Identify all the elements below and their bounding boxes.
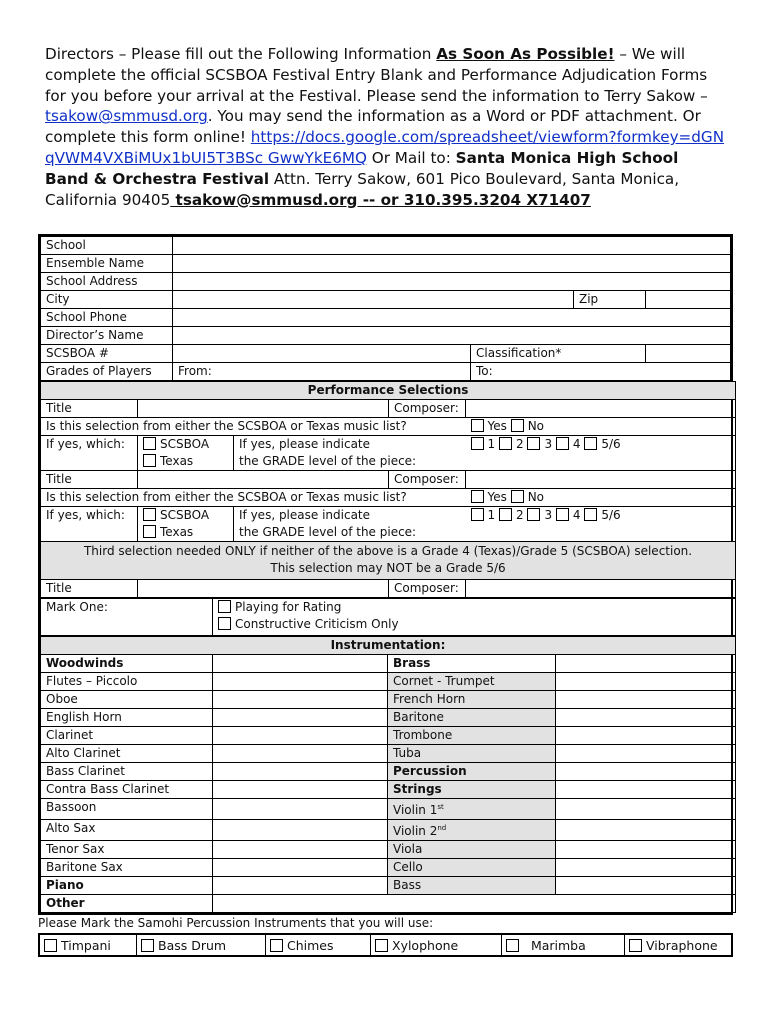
yes-label-1: Yes <box>487 419 507 433</box>
label-ensemble: Ensemble Name <box>41 255 173 273</box>
phone-field[interactable] <box>173 309 731 327</box>
count-oboe[interactable] <box>213 691 388 709</box>
violin-1-sup: st <box>437 803 444 811</box>
count-cello[interactable] <box>556 859 736 877</box>
mark-one-table <box>40 598 736 636</box>
count-english-horn[interactable] <box>213 709 388 727</box>
percussion-xylophone[interactable] <box>371 935 502 955</box>
instrument-alto-sax: Alto Sax <box>41 820 213 841</box>
school-field[interactable] <box>173 237 731 255</box>
vibraphone-checkbox[interactable] <box>629 939 642 952</box>
instrumentation-table <box>40 636 736 913</box>
grade-3-checkbox[interactable] <box>527 437 540 450</box>
percussion-row <box>38 933 733 957</box>
grade-2-checkbox[interactable] <box>499 508 512 521</box>
label-to: To: <box>476 364 493 378</box>
violin-2-text: Violin 2 <box>393 824 438 838</box>
third-note-line2: This selection may NOT be a Grade 5/6 <box>270 561 506 575</box>
other-field[interactable] <box>213 895 736 913</box>
contact-line: tsakow@smmusd.org -- or 310.395.3204 X71407 <box>170 190 591 209</box>
bass-drum-checkbox[interactable] <box>141 939 154 952</box>
grade-1-label: 1 <box>487 437 496 451</box>
composer-3-field[interactable] <box>466 580 736 598</box>
yes-label-2: Yes <box>487 490 507 504</box>
grade-4-label: 4 <box>572 508 581 522</box>
label-director: Director’s Name <box>41 327 173 345</box>
grade-3-checkbox[interactable] <box>527 508 540 521</box>
woodwinds-blank <box>213 655 388 673</box>
count-bassoon[interactable] <box>213 799 388 820</box>
indicate-1a: If yes, please indicate <box>234 436 466 454</box>
scsboa-label-1: SCSBOA <box>160 437 210 451</box>
count-viola[interactable] <box>556 841 736 859</box>
rating-checkbox[interactable] <box>218 600 231 613</box>
performance-table <box>40 381 736 598</box>
count-violin-1[interactable] <box>556 799 736 820</box>
texas-checkbox-2[interactable] <box>143 525 156 538</box>
count-tenor-sax[interactable] <box>213 841 388 859</box>
count-french-horn[interactable] <box>556 691 736 709</box>
texas-label-2: Texas <box>160 525 194 539</box>
count-percussion[interactable] <box>556 763 736 781</box>
yes-checkbox-2[interactable] <box>471 490 484 503</box>
grade-1-label: 1 <box>487 508 496 522</box>
intro-text <box>45 44 725 210</box>
count-violin-2[interactable] <box>556 820 736 841</box>
yes-checkbox-1[interactable] <box>471 419 484 432</box>
count-bass[interactable] <box>556 877 736 895</box>
label-scsboa: SCSBOA # <box>41 345 173 363</box>
mail-to: Or Mail to: <box>366 148 456 167</box>
violin-1-text: Violin 1 <box>393 803 438 817</box>
count-tuba[interactable] <box>556 745 736 763</box>
rating-label: Playing for Rating <box>235 600 342 614</box>
instrument-bass: Bass <box>388 877 556 895</box>
label-classification: Classification* <box>471 345 646 363</box>
grade-2-label: 2 <box>515 437 524 451</box>
percussion-vibraphone[interactable] <box>625 935 731 955</box>
third-note-line1: Third selection needed ONLY if neither of the above is a Grade 4 (Texas)/Grade 5 (SCSBOA) selection. <box>83 544 693 558</box>
grade-4-checkbox[interactable] <box>556 508 569 521</box>
grade-2-checkbox[interactable] <box>499 437 512 450</box>
director-field[interactable] <box>173 327 731 345</box>
grade-2-label: 2 <box>515 508 524 522</box>
title-3-field[interactable] <box>138 580 389 598</box>
instrument-english-horn: English Horn <box>41 709 213 727</box>
label-title-3: Title <box>41 580 138 598</box>
label-address: School Address <box>41 273 173 291</box>
instrument-clarinet: Clarinet <box>41 727 213 745</box>
composer-2-field[interactable] <box>466 471 736 489</box>
count-baritone-sax[interactable] <box>213 859 388 877</box>
percussion-bass-drum[interactable] <box>137 935 266 955</box>
count-flutes[interactable] <box>213 673 388 691</box>
third-selection-note <box>41 542 736 580</box>
classification-field[interactable] <box>646 345 731 363</box>
count-bass-clarinet[interactable] <box>213 763 388 781</box>
indicate-1b: the GRADE level of the piece: <box>234 453 466 471</box>
email-link[interactable]: tsakow@smmusd.org <box>45 107 208 126</box>
percussion-timpani[interactable] <box>40 935 137 955</box>
zip-field[interactable] <box>646 291 731 309</box>
label-which-2: If yes, which: <box>41 507 138 542</box>
grade-boxes-1 <box>466 436 736 454</box>
chimes-checkbox[interactable] <box>270 939 283 952</box>
grade-56-label: 5/6 <box>601 437 621 451</box>
label-phone: School Phone <box>41 309 173 327</box>
asap-emphasis: As Soon As Possible! <box>436 45 615 63</box>
grades-to-field[interactable] <box>471 363 731 381</box>
marimba-label: Marimba <box>530 938 586 953</box>
label-zip: Zip <box>574 291 646 309</box>
timpani-checkbox[interactable] <box>44 939 57 952</box>
criticism-checkbox[interactable] <box>218 617 231 630</box>
question-2: Is this selection from either the SCSBOA or Texas music list? <box>41 489 466 507</box>
grade-4-label: 4 <box>572 437 581 451</box>
xylophone-checkbox[interactable] <box>375 939 388 952</box>
question-1: Is this selection from either the SCSBOA or Texas music list? <box>41 418 466 436</box>
timpani-label: Timpani <box>61 938 111 953</box>
percussion-marimba[interactable] <box>502 935 625 955</box>
instrument-percussion: Percussion <box>388 763 556 781</box>
composer-1-field[interactable] <box>466 400 736 418</box>
grade-56-checkbox[interactable] <box>584 508 597 521</box>
count-alto-clarinet[interactable] <box>213 745 388 763</box>
texas-checkbox-1[interactable] <box>143 454 156 467</box>
instrument-tuba: Tuba <box>388 745 556 763</box>
instrument-oboe: Oboe <box>41 691 213 709</box>
count-trombone[interactable] <box>556 727 736 745</box>
label-from: From: <box>178 364 212 378</box>
strings-header: Strings <box>388 781 556 799</box>
label-school: School <box>41 237 173 255</box>
label-which-1: If yes, which: <box>41 436 138 471</box>
instrument-flutes: Flutes – Piccolo <box>41 673 213 691</box>
grade-56-checkbox[interactable] <box>584 437 597 450</box>
instrument-baritone-sax: Baritone Sax <box>41 859 213 877</box>
mailing-address: Attn. Terry Sakow, 601 Pico Boulevard, Santa Monica, California 90405 <box>45 169 680 209</box>
title-2-field[interactable] <box>138 471 389 489</box>
address-field[interactable] <box>173 273 731 291</box>
count-piano[interactable] <box>213 877 388 895</box>
count-baritone[interactable] <box>556 709 736 727</box>
instrument-tenor-sax: Tenor Sax <box>41 841 213 859</box>
instrument-bass-clarinet: Bass Clarinet <box>41 763 213 781</box>
form-url-link[interactable]: https://docs.google.com/spreadsheet/viewform?formkey=dGNqVWM4VXBiMUx1bUI5T3BSc GwwYkE6MQ <box>45 128 725 167</box>
no-label-1: No <box>527 419 545 433</box>
instrument-trombone: Trombone <box>388 727 556 745</box>
intro-p1b: – We will complete the official SCSBOA Festival Entry Blank and Performance Adjudication Forms for you before your arrival at the Festival. Please send the information to Terry Sakow – <box>45 45 708 105</box>
instrument-contra-bass-clarinet: Contra Bass Clarinet <box>41 781 213 799</box>
count-clarinet[interactable] <box>213 727 388 745</box>
instrument-other: Other <box>41 895 213 913</box>
count-alto-sax[interactable] <box>213 820 388 841</box>
scsboa-label-2: SCSBOA <box>160 508 210 522</box>
no-label-2: No <box>527 490 545 504</box>
scsboa-checkbox-1[interactable] <box>143 437 156 450</box>
instrument-cello: Cello <box>388 859 556 877</box>
instrument-piano: Piano <box>41 877 213 895</box>
performance-header: Performance Selections <box>41 382 736 400</box>
xylophone-label: Xylophone <box>392 938 459 953</box>
count-contra-bass-clarinet[interactable] <box>213 781 388 799</box>
instrument-violin-1 <box>388 799 556 820</box>
label-composer-3: Composer: <box>389 580 466 598</box>
grade-56-label: 5/6 <box>601 508 621 522</box>
percussion-chimes[interactable] <box>266 935 371 955</box>
violin-2-sup: nd <box>437 824 447 832</box>
ensemble-field[interactable] <box>173 255 731 273</box>
city-field[interactable] <box>173 291 574 309</box>
brass-blank <box>556 655 736 673</box>
percussion-prompt: Please Mark the Samohi Percussion Instruments that you will use: <box>38 916 434 930</box>
intro-p1c: . You may send the information as a Word or PDF attachment. Or complete this form online! <box>45 107 701 147</box>
label-title-1: Title <box>41 400 138 418</box>
brass-header: Brass <box>388 655 556 673</box>
entry-form <box>38 234 733 915</box>
label-composer-2: Composer: <box>389 471 466 489</box>
woodwinds-header: Woodwinds <box>41 655 213 673</box>
instrument-french-horn: French Horn <box>388 691 556 709</box>
label-mark-one: Mark One: <box>41 599 213 636</box>
count-cornet[interactable] <box>556 673 736 691</box>
title-1-field[interactable] <box>138 400 389 418</box>
instrument-violin-2 <box>388 820 556 841</box>
festival-name: Santa Monica High School Band & Orchestra Festival <box>45 148 679 188</box>
info-table <box>40 236 731 381</box>
chimes-label: Chimes <box>287 938 334 953</box>
intro-p1a: Directors – Please fill out the Following Information <box>45 45 437 63</box>
grades-from-field[interactable] <box>173 363 471 381</box>
scsboa-field[interactable] <box>173 345 471 363</box>
no-checkbox-2[interactable] <box>511 490 524 503</box>
strings-blank <box>556 781 736 799</box>
indicate-2b: the GRADE level of the piece: <box>234 524 466 542</box>
grade-1-checkbox[interactable] <box>471 437 484 450</box>
grade-4-checkbox[interactable] <box>556 437 569 450</box>
scsboa-checkbox-2[interactable] <box>143 508 156 521</box>
criticism-label: Constructive Criticism Only <box>235 617 399 631</box>
instrument-viola: Viola <box>388 841 556 859</box>
no-checkbox-1[interactable] <box>511 419 524 432</box>
indicate-2a: If yes, please indicate <box>234 507 466 525</box>
vibraphone-label: Vibraphone <box>646 938 718 953</box>
label-title-2: Title <box>41 471 138 489</box>
texas-label-1: Texas <box>160 454 194 468</box>
grade-3-label: 3 <box>544 437 553 451</box>
label-grades: Grades of Players <box>41 363 173 381</box>
instrument-bassoon: Bassoon <box>41 799 213 820</box>
label-city: City <box>41 291 173 309</box>
grade-3-label: 3 <box>544 508 553 522</box>
grade-boxes-2 <box>466 507 736 525</box>
bass-drum-label: Bass Drum <box>158 938 227 953</box>
instrument-cornet: Cornet - Trumpet <box>388 673 556 691</box>
instrument-baritone: Baritone <box>388 709 556 727</box>
grade-1-checkbox[interactable] <box>471 508 484 521</box>
label-composer-1: Composer: <box>389 400 466 418</box>
marimba-checkbox[interactable] <box>506 939 519 952</box>
instrumentation-header: Instrumentation: <box>41 637 736 655</box>
instrument-alto-clarinet: Alto Clarinet <box>41 745 213 763</box>
